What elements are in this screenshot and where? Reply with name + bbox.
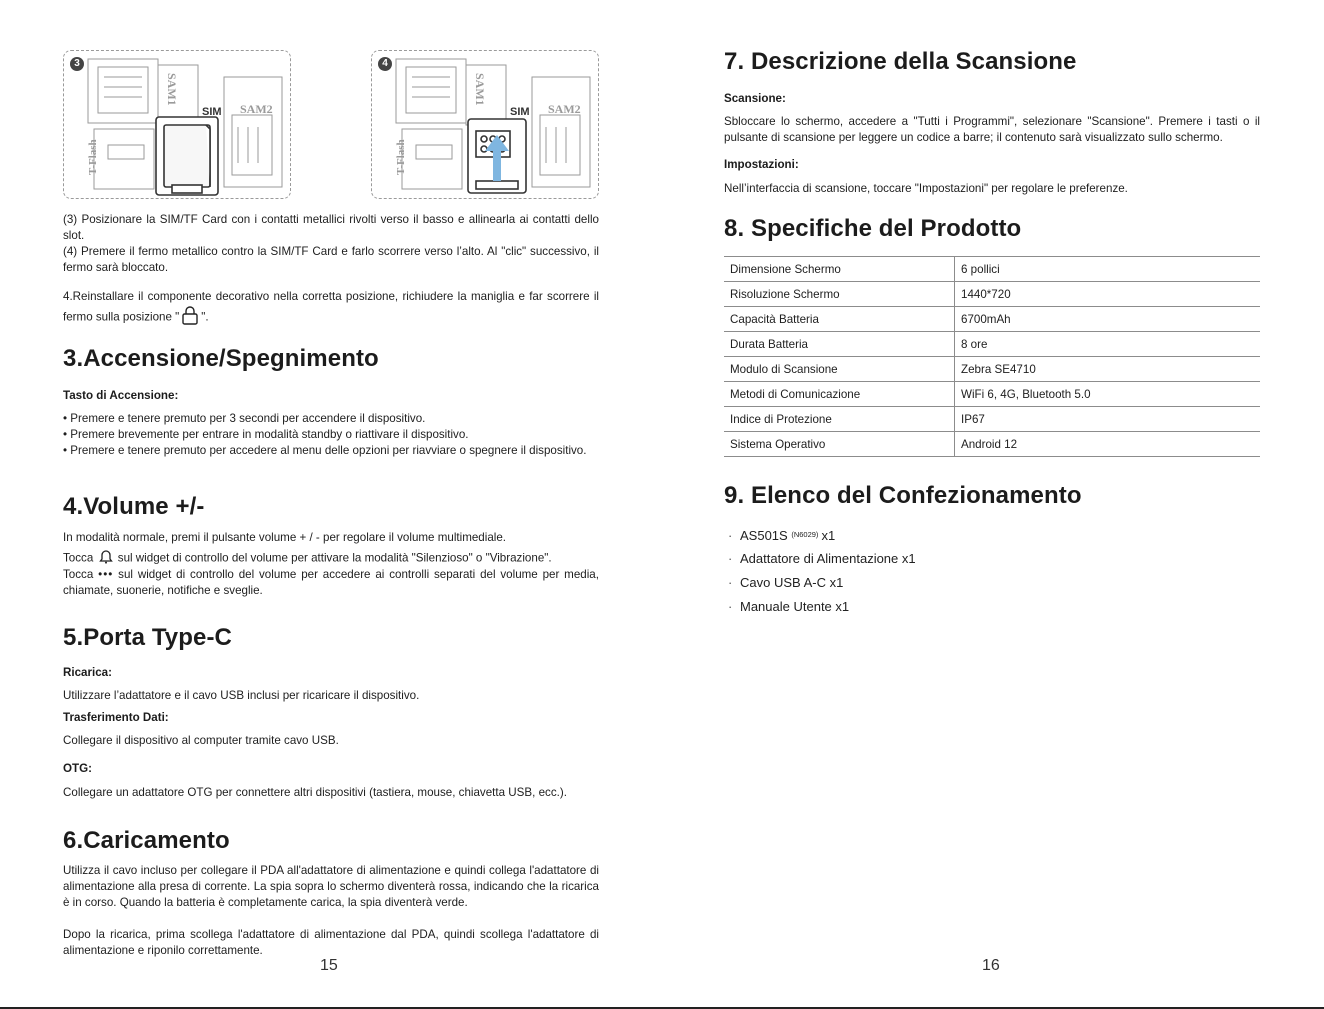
table-row: [724, 432, 1260, 457]
svg-text:T-Flash: T-Flash: [87, 139, 99, 175]
svg-text:SAM2: SAM2: [240, 102, 273, 116]
table-row: [724, 257, 1260, 282]
power-button-label: Tasto di Accensione:: [63, 389, 179, 402]
transfer-text: Collegare il dispositivo al computer tramite cavo USB.: [63, 734, 339, 747]
power-item: • Premere e tenere premuto per accedere al menu delle opzioni per riavviare o spegnere il dispositivo.: [63, 444, 587, 457]
charging-paragraph-1: Utilizza il cavo incluso per collegare il PDA all'adattatore di alimentazione e quindi collega l'adattatore di alimentazione alla presa di corrente. La spia sopra lo schermo diventerà rossa, indicando che la ricarica è in corso. Quando la batteria è completamente carica, la spia diventerà verde.: [63, 864, 599, 909]
list-item: [728, 523, 916, 547]
scan-label: Scansione:: [724, 92, 786, 105]
svg-text:T-Flash: T-Flash: [395, 139, 407, 175]
volume-line-2-start: Tocca: [63, 551, 94, 565]
list-bullet: ·: [728, 551, 733, 566]
charge-label: Ricarica:: [63, 666, 112, 679]
section-5-title: 5.Porta Type-C: [63, 624, 232, 651]
svg-text:SAM2: SAM2: [548, 102, 581, 116]
volume-line-2-end: sul widget di controllo del volume per attivare la modalità "Silenzioso" o "Vibrazione".: [117, 551, 552, 565]
otg-label: OTG:: [63, 762, 92, 775]
sim-install-figure-3: [63, 50, 291, 199]
otg-text: Collegare un adattatore OTG per connettere altri dispositivi (tastiera, mouse, chiavetta USB, ecc.).: [63, 786, 567, 799]
figure-number-badge: 3: [70, 57, 84, 71]
list-bullet: ·: [728, 599, 733, 614]
power-item: • Premere brevemente per entrare in modalità standby o riattivare il dispositivo.: [63, 428, 469, 441]
spec-value: Android 12: [955, 432, 1261, 457]
more-dots-icon: •••: [98, 568, 114, 581]
volume-line-1: In modalità normale, premi il pulsante volume + / - per regolare il volume multimediale.: [63, 531, 507, 544]
step-3-text: (3) Posizionare la SIM/TF Card con i contatti metallici rivolti verso il basso e allinearla ai contatti dello slot.: [63, 213, 599, 242]
list-item-text: Adattatore di Alimentazione x1: [740, 551, 916, 566]
transfer-label: Trasferimento Dati:: [63, 711, 169, 724]
spec-value: IP67: [955, 407, 1261, 432]
section-7-title: 7. Descrizione della Scansione: [724, 48, 1077, 75]
table-row: [724, 282, 1260, 307]
settings-text: Nell’interfaccia di scansione, toccare "Impostazioni" per regolare le preferenze.: [724, 182, 1128, 195]
table-row: [724, 307, 1260, 332]
sim-install-figure-4: [371, 50, 599, 199]
sim-slot-illustration: [372, 51, 598, 198]
page-number: 15: [320, 957, 338, 974]
spec-key: Dimensione Schermo: [724, 257, 955, 282]
spec-value: WiFi 6, 4G, Bluetooth 5.0: [955, 382, 1261, 407]
model-code: (N6029): [791, 530, 819, 539]
spec-value: Zebra SE4710: [955, 357, 1261, 382]
reinstall-text-end: ".: [201, 310, 209, 324]
list-item-text: Cavo USB A-C x1: [740, 575, 844, 590]
reinstall-text: [63, 289, 599, 330]
figure-number-badge: 4: [378, 57, 392, 71]
section-9-title: 9. Elenco del Confezionamento: [724, 482, 1082, 509]
section-6-title: 6.Caricamento: [63, 827, 230, 854]
section-4-title: 4.Volume +/-: [63, 493, 205, 520]
sim-slot-illustration: [64, 51, 290, 198]
section-8-title: 8. Specifiche del Prodotto: [724, 215, 1022, 242]
list-item: [728, 595, 916, 619]
spec-key: Modulo di Scansione: [724, 357, 955, 382]
list-bullet: ·: [728, 528, 733, 543]
volume-line-3-end: sul widget di controllo del volume per accedere ai controlli separati del volume per media, chiamate, suonerie, notifiche e sveglie.: [63, 568, 599, 597]
volume-line-3: [63, 567, 599, 599]
volume-line-3-start: Tocca: [63, 568, 94, 581]
scan-text: Sbloccare lo schermo, accedere a "Tutti i Programmi", selezionare "Scansione". Premere i tasti o il pulsante di scansione per leggere un codice a barre; il contenuto sarà visualizzato sullo schermo.: [724, 115, 1260, 144]
section-3-title: 3.Accensione/Spegnimento: [63, 345, 379, 372]
table-row: [724, 407, 1260, 432]
svg-text:SIM: SIM: [202, 106, 222, 118]
reinstall-text-main: 4.Reinstallare il componente decorativo nella corretta posizione, richiudere la maniglia e far scorrere il fermo sulla posizione ": [63, 290, 599, 324]
charging-paragraph-2: Dopo la ricarica, prima scollega l'adattatore di alimentazione dal PDA, quindi scollega l'adattatore di alimentazione e riponilo correttamente.: [63, 928, 599, 957]
spec-key: Durata Batteria: [724, 332, 955, 357]
list-item: [728, 571, 916, 595]
spec-key: Risoluzione Schermo: [724, 282, 955, 307]
table-row: [724, 357, 1260, 382]
list-item: [728, 547, 916, 571]
spec-key: Capacità Batteria: [724, 307, 955, 332]
list-item-text: AS501S: [740, 528, 788, 543]
volume-line-2: [63, 548, 599, 569]
power-item: • Premere e tenere premuto per 3 secondi per accendere il dispositivo.: [63, 412, 426, 425]
spec-key: Indice di Protezione: [724, 407, 955, 432]
svg-text:SIM: SIM: [510, 106, 530, 118]
bell-icon: [99, 548, 113, 569]
spec-value: 6700mAh: [955, 307, 1261, 332]
step-4-text: (4) Premere il fermo metallico contro la SIM/TF Card e farlo scorrere verso l’alto. Al "clic" successivo, il fermo sarà bloccato.: [63, 245, 599, 274]
settings-label: Impostazioni:: [724, 158, 799, 171]
svg-text:SAM1: SAM1: [165, 73, 179, 106]
page-number: 16: [982, 957, 1000, 974]
list-item-text: Manuale Utente x1: [740, 599, 850, 614]
spec-key: Metodi di Comunicazione: [724, 382, 955, 407]
spec-value: 6 pollici: [955, 257, 1261, 282]
svg-text:SAM1: SAM1: [473, 73, 487, 106]
page-right: [662, 0, 1324, 1009]
packing-list: [728, 523, 916, 619]
list-bullet: ·: [728, 575, 733, 590]
spec-table: [724, 256, 1260, 457]
charge-text: Utilizzare l’adattatore e il cavo USB inclusi per ricaricare il dispositivo.: [63, 689, 420, 702]
spec-value: 8 ore: [955, 332, 1261, 357]
table-row: [724, 332, 1260, 357]
spec-key: Sistema Operativo: [724, 432, 955, 457]
list-item-qty: x1: [821, 528, 836, 543]
spec-value: 1440*720: [955, 282, 1261, 307]
lock-icon: [181, 305, 199, 330]
table-row: [724, 382, 1260, 407]
